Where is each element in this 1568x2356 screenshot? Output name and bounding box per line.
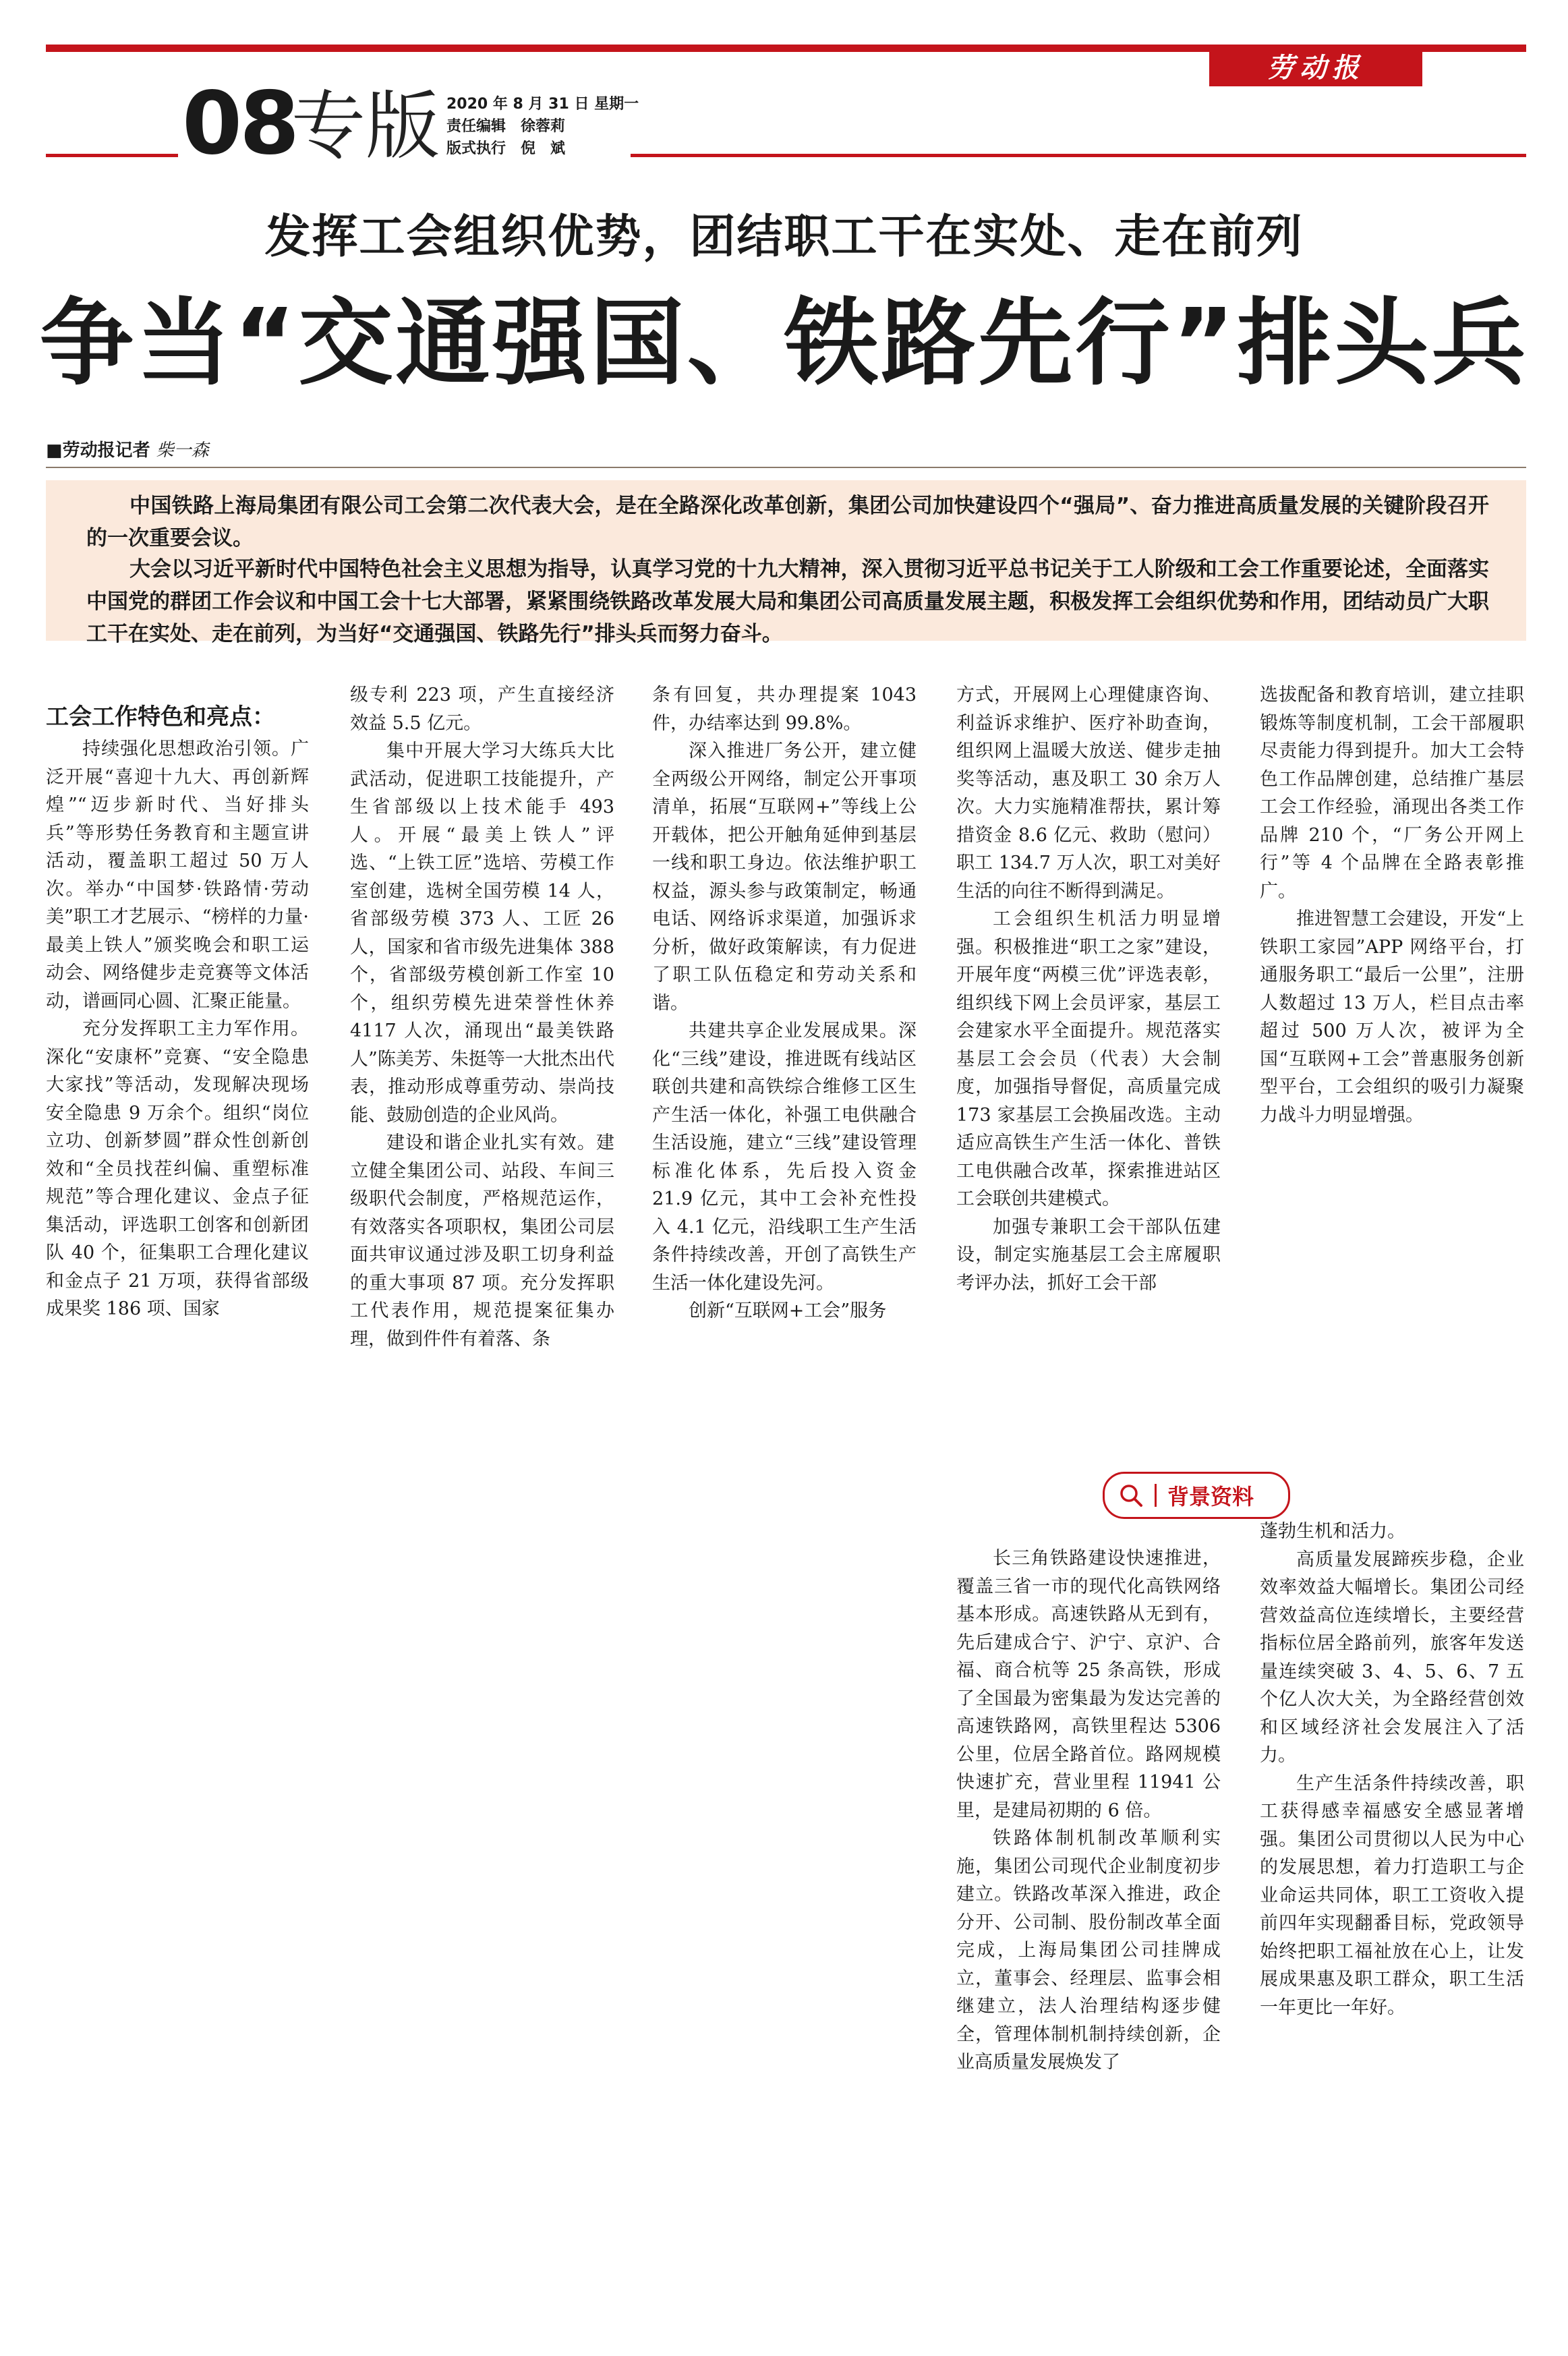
body-paragraph: 方式，开展网上心理健康咨询、利益诉求维护、医疗补助查询，组织网上温暖大放送、健步走抽奖等活动，惠及职工 30 余万人次。大力实施精准帮扶，累计筹措资金 8.6 亿元、救助（慰问）职工 134.7 万人次，职工对美好生活的向往不断得到满足。 (956, 685, 1221, 902)
lead-paragraph: 大会以习近平新时代中国特色社会主义思想为指导，认真学习党的十九大精神，深入贯彻习近平总书记关于工人阶级和工会工作重要论述，全面落实中国党的群团工作会议和中国工会十七大部署，紧紧围绕铁路改革发展大局和集团公司高质量发展主题，积极发挥工会组织优势和作用，团结动员广大职工干在实处、走在前列，为当好“交通强国、铁路先行”排头兵而努力奋斗。 (86, 557, 1489, 646)
page-number: 08 (182, 74, 297, 174)
lead-paragraph: 中国铁路上海局集团有限公司工会第二次代表大会，是在全路深化改革创新，集团公司加快建设四个“强局”、奋力推进高质量发展的关键阶段召开的一次重要会议。 (86, 494, 1489, 550)
byline-divider (46, 467, 1526, 468)
body-paragraph: 条有回复，共办理提案 1043 件，办结率达到 99.8%。 (652, 685, 917, 734)
body-paragraph: 加强专兼职工会干部队伍建设，制定实施基层工会主席履职考评办法，抓好工会干部 (956, 1216, 1221, 1294)
body-paragraph: 充分发挥职工主力军作用。深化“安康杯”竞赛、“安全隐患大家找”等活动，发现解决现场安全隐患 9 万余个。组织“岗位立功、创新梦圆”群众性创新创效和“全员找茬纠偏、重塑标准规范”等合理化建议、金点子征集活动，评选职工创客和创新团队 40 个，征集职工合理化建议和金点子 21 万项，获得省部级成果奖 186 项、国家 (46, 1018, 309, 1319)
magnifier-icon (1118, 1483, 1144, 1508)
editor-line: 责任编辑 徐蓉莉 (446, 118, 566, 135)
article-column-4 (956, 681, 1221, 1297)
background-paragraph: 蓬勃生机和活力。 (1260, 1521, 1405, 1542)
background-paragraph: 高质量发展蹄疾步稳，企业效率效益大幅增长。集团公司经营效益高位连续增长，主要经营指标位居全路前列，旅客年发送量连续突破 3、4、5、6、7 五个亿人次大关，为全路经营创效和区域经济社会发展注入了活力。 (1260, 1549, 1524, 1766)
layout-line: 版式执行 倪 斌 (446, 140, 566, 157)
badge-label: 背景资料 (1167, 1484, 1254, 1510)
lead-box (46, 480, 1526, 646)
date-line: 2020 年 8 月 31 日 星期一 (446, 96, 639, 113)
article-column-5 (1260, 681, 1524, 1129)
byline (46, 438, 209, 463)
body-paragraph: 级专利 223 项，产生直接经济效益 5.5 亿元。 (350, 685, 614, 734)
page-meta (446, 93, 639, 160)
background-paragraph: 生产生活条件持续改善，职工获得感幸福感安全感显著增强。集团公司贯彻以人民为中心的发展思想，着力打造职工与企业命运共同体，职工工资收入提前四年实现翻番目标，党政领导始终把职工福祉放在心上，让发展成果惠及职工群众，职工生活一年更比一年好。 (1260, 1773, 1524, 2018)
header-rule-right (631, 154, 1526, 157)
article-column-2 (350, 681, 614, 1353)
section-heading: 工会工作特色和亮点： (46, 703, 275, 730)
body-paragraph: 深入推进厂务公开，建立健全两级公开网络，制定公开事项清单，拓展“互联网+”等线上公开载体，把公开触角延伸到基层一线和职工身边。依法维护职工权益，源头参与政策制定，畅通电话、网络诉求渠道，加强诉求分析，做好政策解读，有力促进了职工队伍稳定和劳动关系和谐。 (652, 741, 917, 1014)
background-paragraph: 铁路体制机制改革顺利实施，集团公司现代企业制度初步建立。铁路改革深入推进，政企分开、公司制、股份制改革全面完成，上海局集团公司挂牌成立，董事会、经理层、监事会相继建立，法人治理结构逐步健全，管理体制机制持续创新，企业高质量发展焕发了 (956, 1828, 1221, 2073)
article-column-1 (46, 735, 309, 1323)
body-paragraph: 创新“互联网+工会”服务 (689, 1300, 887, 1321)
body-paragraph: 工会组织生机活力明显增强。积极推进“职工之家”建设，开展年度“两模三优”评选表彰，组织线下网上会员评家，基层工会建家水平全面提升。规范落实基层工会会员（代表）大会制度，加强指导督促，高质量完成 173 家基层工会换届改选。主动适应高铁生产生活一体化、普铁工电供融合改革，探索推进站区工会联创共建模式。 (956, 909, 1221, 1209)
byline-name: 柴一森 (156, 440, 209, 461)
top-red-rule (46, 45, 1209, 52)
background-column-1 (956, 1545, 1221, 2077)
badge-divider (1155, 1484, 1157, 1507)
body-paragraph: 持续强化思想政治引领。广泛开展“喜迎十九大、再创新辉煌”“迈步新时代、当好排头兵”等形势任务教育和主题宣讲活动，覆盖职工超过 50 万人次。举办“中国梦·铁路情·劳动美”职工才艺展示、“榜样的力量·最美上铁人”颁奖晚会和职工运动会、网络健步走竞赛等文体活动，谱画同心圆、汇聚正能量。 (46, 739, 309, 1012)
header-rule-left (46, 154, 178, 157)
article-title: 争当“交通强国、铁路先行”排头兵 (39, 289, 1529, 399)
body-paragraph: 选拔配备和教育培训，建立挂职锻炼等制度机制，工会干部履职尽责能力得到提升。加大工会特色工作品牌创建，总结推广基层工会工作经验，涌现出各类工作品牌 210 个，“厂务公开网上行”等 4 个品牌在全路表彰推广。 (1260, 685, 1524, 902)
page-type: 专版 (291, 83, 440, 169)
byline-label: ■劳动报记者 (46, 440, 150, 461)
body-paragraph: 建设和谐企业扎实有效。建立健全集团公司、站段、车间三级职代会制度，严格规范运作，有效落实各项职权，集团公司层面共审议通过涉及职工切身利益的重大事项 87 项。充分发挥职工代表作用，规范提案征集办理，做到件件有着落、条 (350, 1132, 614, 1350)
body-paragraph: 集中开展大学习大练兵大比武活动，促进职工技能提升，产生省部级以上技术能手 493 人。开展“最美上铁人”评选、“上铁工匠”选培、劳模工作室创建，选树全国劳模 14 人，省部级劳模 373 人、工匠 26 人，国家和省市级先进集体 388 个，省部级劳模创新工作室 10 个，组织劳模先进荣誉性休养 4117 人次，涌现出“最美铁路人”陈美芳、朱挺等一大批杰出代表，推动形成尊重劳动、崇尚技能、鼓励创造的企业风尚。 (350, 741, 614, 1126)
background-column-2 (1260, 1518, 1524, 2021)
body-paragraph: 推进智慧工会建设，开发“上铁职工家园”APP 网络平台，打通服务职工“最后一公里”，注册人数超过 13 万人，栏目点击率超过 500 万人次，被评为全国“互联网+工会”普惠服务创新型平台，工会组织的吸引力凝聚力战斗力明显增强。 (1260, 909, 1524, 1126)
article-subtitle: 发挥工会组织优势，团结职工干在实处、走在前列 (264, 210, 1304, 264)
body-paragraph: 共建共享企业发展成果。深化“三线”建设，推进既有线站区联创共建和高铁综合维修工区生产生活一体化，补强工电供融合生活设施，建立“三线”建设管理标准化体系，先后投入资金 21.9 亿元，其中工会补充性投入 4.1 亿元，沿线职工生产生活条件持续改善，开创了高铁生产生活一体化建设先河。 (652, 1021, 917, 1294)
newspaper-logo: 劳动报 (1209, 45, 1422, 86)
background-paragraph: 长三角铁路建设快速推进，覆盖三省一市的现代化高铁网络基本形成。高速铁路从无到有，先后建成合宁、沪宁、京沪、合福、商合杭等 25 条高铁，形成了全国最为密集最为发达完善的高速铁路网，高铁里程达 5306 公里，位居全路首位。路网规模快速扩充，营业里程 11941 公里，是建局初期的 6 倍。 (956, 1548, 1221, 1821)
top-red-rule-right (1422, 45, 1526, 52)
article-column-3 (652, 681, 917, 1325)
background-info-badge (1103, 1472, 1290, 1519)
